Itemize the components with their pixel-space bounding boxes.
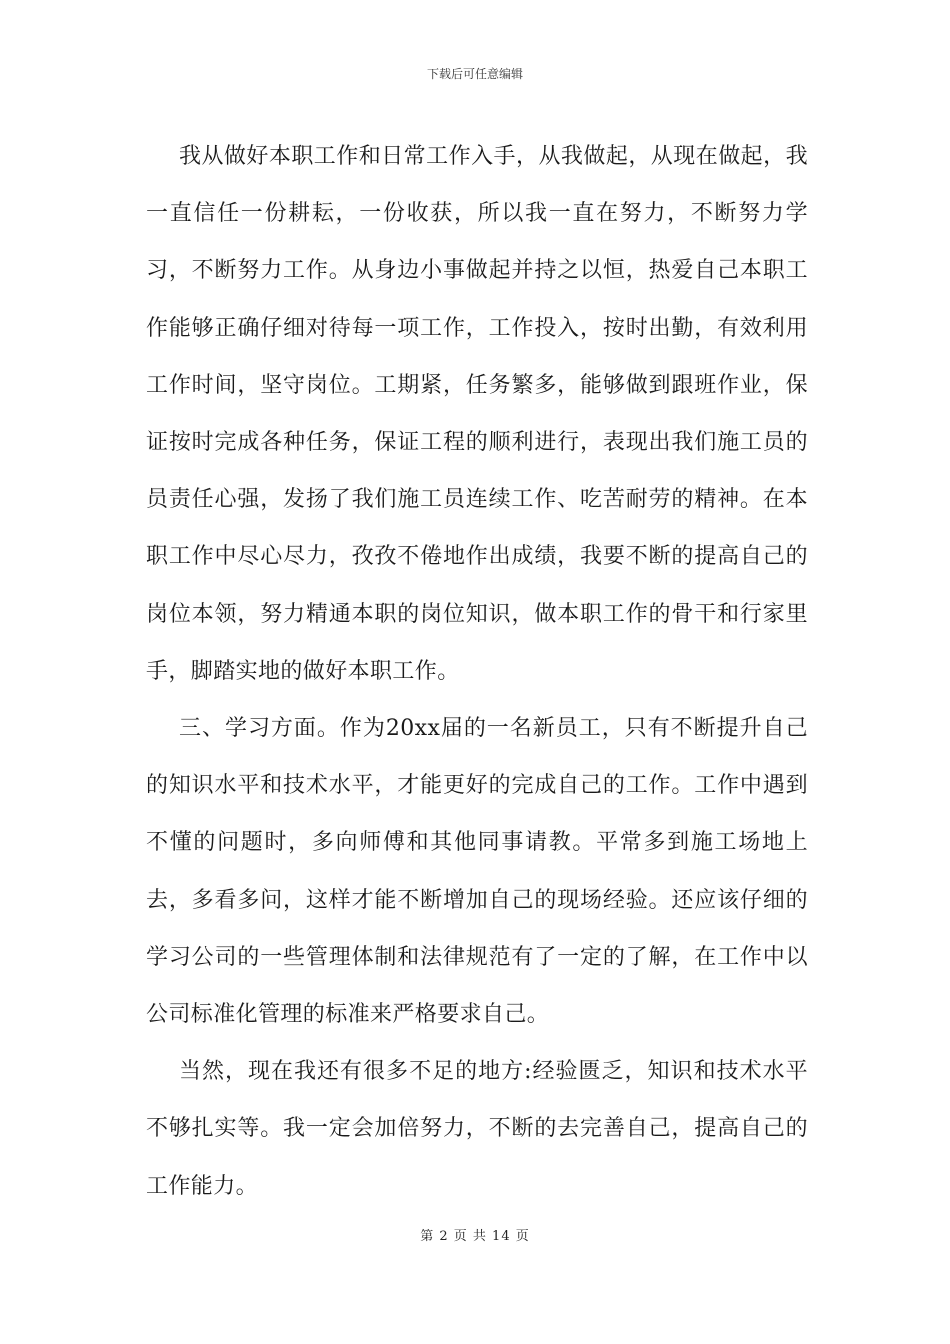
paragraph: 三、学习方面。作为20xx届的一名新员工，只有不断提升自己的知识水平和技术水平，才能更好的完成自己的工作。工作中遇到不懂的问题时，多向师傅和其他同事请教。平常多到施工场地上去，多看多问，这样才能不断增加自己的现场经验。还应该仔细的学习公司的一些管理体制和法律规范有了一定的了解，在工作中以公司标准化管理的标准来严格要求自己。 [146, 716, 808, 1028]
document-body [146, 128, 808, 1215]
paragraph: 当然，现在我还有很多不足的地方:经验匮乏，知识和技术水平不够扎实等。我一定会加倍努力，不断的去完善自己，提高自己的工作能力。 [146, 1059, 808, 1199]
page-header [0, 66, 950, 82]
header-note: 下载后可任意编辑 [426, 67, 523, 81]
page-footer [0, 1228, 950, 1246]
paragraph: 我从做好本职工作和日常工作入手，从我做起，从现在做起，我一直信任一份耕耘，一份收获，所以我一直在努力，不断努力学习，不断努力工作。从身边小事做起并持之以恒，热爱自己本职工作能够正确仔细对待每一项工作，工作投入，按时出勤，有效利用工作时间，坚守岗位。工期紧，任务繁多，能够做到跟班作业，保证按时完成各种任务，保证工程的顺利进行，表现出我们施工员的员责任心强，发扬了我们施工员连续工作、吃苦耐劳的精神。在本职工作中尽心尽力，孜孜不倦地作出成绩，我要不断的提高自己的岗位本领，努力精通本职的岗位知识，做本职工作的骨干和行家里手，脚踏实地的做好本职工作。 [146, 144, 808, 684]
page-number: 第 2 页 共 14 页 [420, 1229, 530, 1244]
